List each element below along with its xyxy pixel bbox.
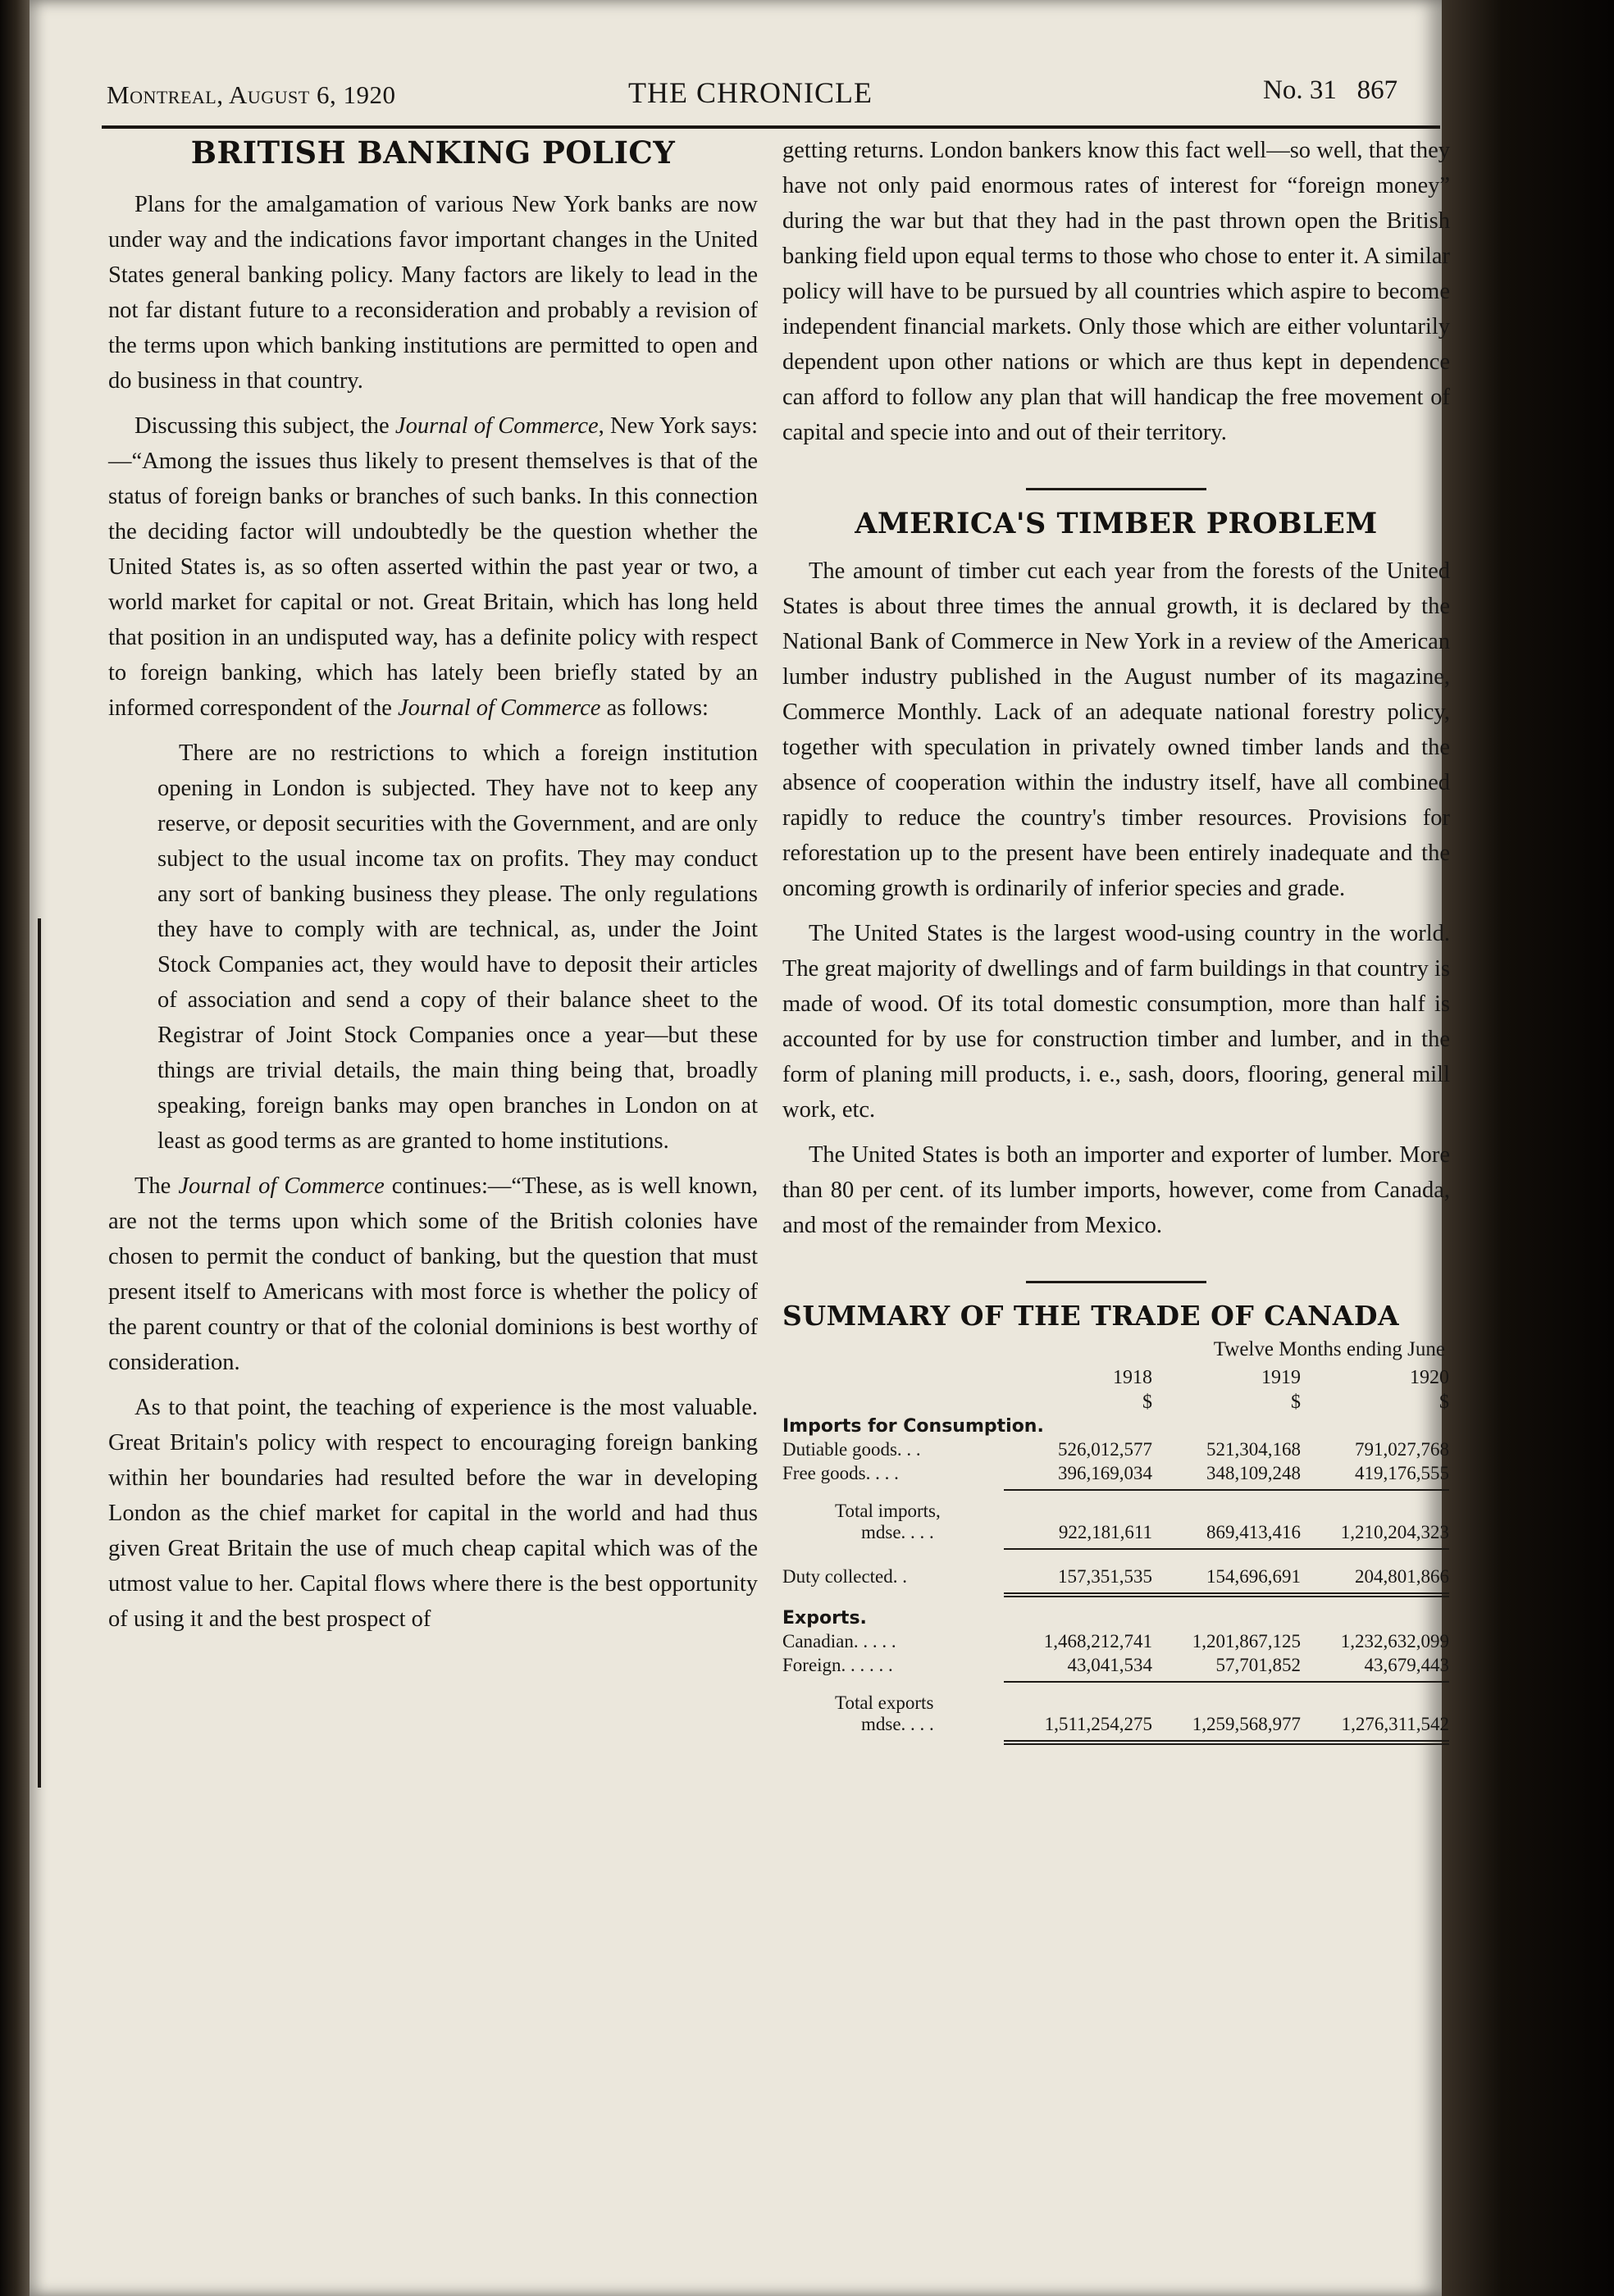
block-quote: There are no restrictions to which a foreign institution opening in London is subjected. They have not to keep any reserve, or deposit securities with the Government, and are only subject to the usual income tax on profits. They may conduct any sort of banking business they please. The only regulations they have to comply with are technical, as, under the Joint Stock Companies act, they would have to deposit their articles of association and send a copy of their balance sheet to the Registrar of Joint Stock Companies once a year—but these things are trivial details, the main thing being that, broadly speaking, foreign banks may open branches in London on at least as good terms as are granted to home institutions. bbox=[157, 740, 758, 1154]
paragraph bbox=[108, 1168, 758, 1380]
journal-name: Journal of Commerce bbox=[397, 695, 601, 721]
text-run: Discussing this subject, the bbox=[134, 413, 395, 439]
section-separator bbox=[1026, 488, 1206, 490]
period-label: Twelve Months ending June bbox=[1213, 1338, 1445, 1360]
value-cell: 43,679,443 bbox=[1364, 1655, 1449, 1675]
subtotal-rule bbox=[782, 1681, 1450, 1683]
currency-cell: $ bbox=[1291, 1392, 1301, 1413]
row-label: Duty collected. . bbox=[782, 1566, 908, 1587]
paragraph-continued: getting returns. London bankers know this fact well—so well, that they have not only paid enormous rates of interest for “foreign money” during the war but that they had in the past thrown open the British banking field upon equal terms to those who chose to enter it. A similar policy will have to be pursued by all countries which aspire to become independent financial markets. Only those which are either voluntarily dependent upon other nations or which are thus kept in dependence can afford to follow any plan that will handicap the free movement of capital and specie into and out of their territory. bbox=[782, 138, 1450, 445]
value-cell: 1,210,204,323 bbox=[1340, 1522, 1449, 1542]
subtotal-rule bbox=[782, 1489, 1450, 1491]
value-cell: 526,012,577 bbox=[1058, 1439, 1152, 1460]
currency-cell: $ bbox=[1439, 1392, 1449, 1413]
issue-page-number: No. 31 867 bbox=[1263, 75, 1398, 105]
value-cell: 396,169,034 bbox=[1058, 1463, 1152, 1483]
table-row bbox=[782, 1652, 1450, 1676]
article-title-timber-problem: AMERICA'S TIMBER PROBLEM bbox=[855, 507, 1378, 540]
value-cell: 1,259,568,977 bbox=[1192, 1714, 1301, 1734]
paragraph: The United States is both an importer and exporter of lumber. More than 80 per cent. of its lumber imports, however, come from Canada, and most of the remainder from Mexico. bbox=[782, 1142, 1450, 1238]
table-row-total bbox=[782, 1688, 1450, 1735]
section-label: Exports. bbox=[782, 1608, 867, 1629]
left-column bbox=[108, 133, 758, 1647]
paragraph: Plans for the amalgamation of various New York banks are now under way and the indications favor important changes in the United States general banking policy. Many factors are likely to lead in the not far distant future to a reconsideration and probably a revision of the terms upon which banking institutions are permitted to open and do business in that country. bbox=[108, 192, 758, 394]
journal-name: Journal of Commerce bbox=[394, 413, 599, 439]
row-label: Foreign. . . . . . bbox=[782, 1655, 893, 1675]
value-cell: 57,701,852 bbox=[1215, 1655, 1301, 1675]
table-row-total bbox=[782, 1496, 1450, 1543]
value-cell: 348,109,248 bbox=[1206, 1463, 1301, 1483]
trade-summary-title: SUMMARY OF THE TRADE OF CANADA bbox=[782, 1300, 1400, 1332]
running-head bbox=[107, 75, 1442, 118]
table-row bbox=[782, 1460, 1450, 1484]
article-title-british-banking: BRITISH BANKING POLICY bbox=[190, 134, 676, 171]
row-label: Free goods. . . . bbox=[782, 1463, 899, 1483]
newspaper-page bbox=[30, 0, 1450, 2296]
currency-cell: $ bbox=[1142, 1392, 1152, 1413]
table-row bbox=[782, 1555, 1450, 1588]
exports-heading bbox=[782, 1606, 1450, 1629]
double-rule bbox=[782, 1740, 1450, 1745]
table-row bbox=[782, 1437, 1450, 1460]
row-label: Total imports, mdse. . . . bbox=[835, 1501, 941, 1542]
currency-row bbox=[782, 1389, 1450, 1414]
value-cell: 204,801,866 bbox=[1355, 1566, 1449, 1587]
trade-summary-table bbox=[782, 1337, 1450, 1745]
right-column bbox=[782, 133, 1450, 1750]
dateline: Montreal, August 6, 1920 bbox=[107, 80, 396, 109]
year-cell: 1918 bbox=[1113, 1367, 1152, 1388]
text-run: , New York says:—“Among the issues thus likely to present themselves is that of the status of foreign banks or branches of such banks. In this connection the deciding factor will undoubtedly be the question whether the United States is, as so often asserted within the past year or two, a world market for capital or not. Great Britain, which has long held that position in an undisputed way, has a definite policy with respect to foreign banking, which has lately been briefly stated by an informed correspondent of the bbox=[108, 413, 758, 721]
year-header-row bbox=[782, 1364, 1450, 1389]
text-run: as follows: bbox=[600, 695, 709, 721]
value-cell: 1,468,212,741 bbox=[1043, 1631, 1152, 1651]
section-label: Imports for Consumption. bbox=[782, 1416, 1044, 1437]
section-separator bbox=[1026, 1281, 1206, 1283]
paragraph: As to that point, the teaching of experience is the most valuable. Great Britain's policy with respect to encouraging foreign banking within her boundaries had resulted before the war in developing London as the chief market for capital in the world and had thus given Great Britain the use of much cheap capital which was of the utmost value to her. Capital flows where there is the best opportunity of using it and the best prospect of bbox=[108, 1395, 758, 1632]
publication-name: THE CHRONICLE bbox=[628, 76, 873, 109]
margin-rule bbox=[38, 918, 41, 1788]
paragraph: The United States is the largest wood-using country in the world. The great majority of dwellings and of farm buildings in that country is made of wood. Of its total domestic consumption, more than half is accounted for by use for construction timber and lumber, and in the form of planing mill products, i. e., sash, doors, flooring, general mill work, etc. bbox=[782, 921, 1450, 1123]
row-label: Dutiable goods. . . bbox=[782, 1439, 921, 1460]
year-cell: 1920 bbox=[1410, 1367, 1449, 1388]
imports-heading bbox=[782, 1414, 1450, 1437]
row-label: Canadian. . . . . bbox=[782, 1631, 896, 1651]
value-cell: 521,304,168 bbox=[1206, 1439, 1301, 1460]
double-rule bbox=[782, 1592, 1450, 1597]
row-label: Total exports mdse. . . . bbox=[835, 1692, 934, 1734]
paragraph: The amount of timber cut each year from the forests of the United States is about three times the annual growth, it is declared by the National Bank of Commerce in New York in a review of the American lumber industry published in the August number of its magazine, Commerce Monthly. Lack of an adequate national forestry policy, together with speculation in privately owned timber lands and the absence of cooperation within the industry itself, have all combined rapidly to reduce the country's timber resources. Provisions for reforestation up to the present have been entirely inadequate and the oncoming growth is ordinarily of inferior species and grade. bbox=[782, 558, 1450, 901]
value-cell: 157,351,535 bbox=[1058, 1566, 1152, 1587]
header-rule bbox=[102, 125, 1440, 129]
value-cell: 154,696,691 bbox=[1206, 1566, 1301, 1587]
value-cell: 1,232,632,099 bbox=[1340, 1631, 1449, 1651]
value-cell: 869,413,416 bbox=[1206, 1522, 1301, 1542]
value-cell: 1,201,867,125 bbox=[1192, 1631, 1301, 1651]
text-run: The bbox=[134, 1173, 179, 1199]
scan-edge-right bbox=[1442, 0, 1614, 2296]
value-cell: 1,276,311,542 bbox=[1341, 1714, 1449, 1734]
value-cell: 791,027,768 bbox=[1355, 1439, 1449, 1460]
total-rule bbox=[782, 1548, 1450, 1550]
table-row bbox=[782, 1629, 1450, 1652]
value-cell: 43,041,534 bbox=[1067, 1655, 1152, 1675]
text-run: continues:—“These, as is well known, are not the terms upon which some of the British colonies have chosen to permit the conduct of banking, but the question that must present itself to Americans with most force is whether the policy of the parent country or that of the colonial dominions is best worthy of consideration. bbox=[108, 1173, 759, 1375]
value-cell: 419,176,555 bbox=[1355, 1463, 1449, 1483]
paragraph bbox=[108, 408, 758, 726]
scan-edge-left bbox=[0, 0, 30, 2296]
table-period-header bbox=[782, 1337, 1450, 1364]
journal-name: Journal of Commerce bbox=[178, 1173, 385, 1199]
year-cell: 1919 bbox=[1261, 1367, 1301, 1388]
value-cell: 922,181,611 bbox=[1058, 1522, 1152, 1542]
value-cell: 1,511,254,275 bbox=[1044, 1714, 1152, 1734]
